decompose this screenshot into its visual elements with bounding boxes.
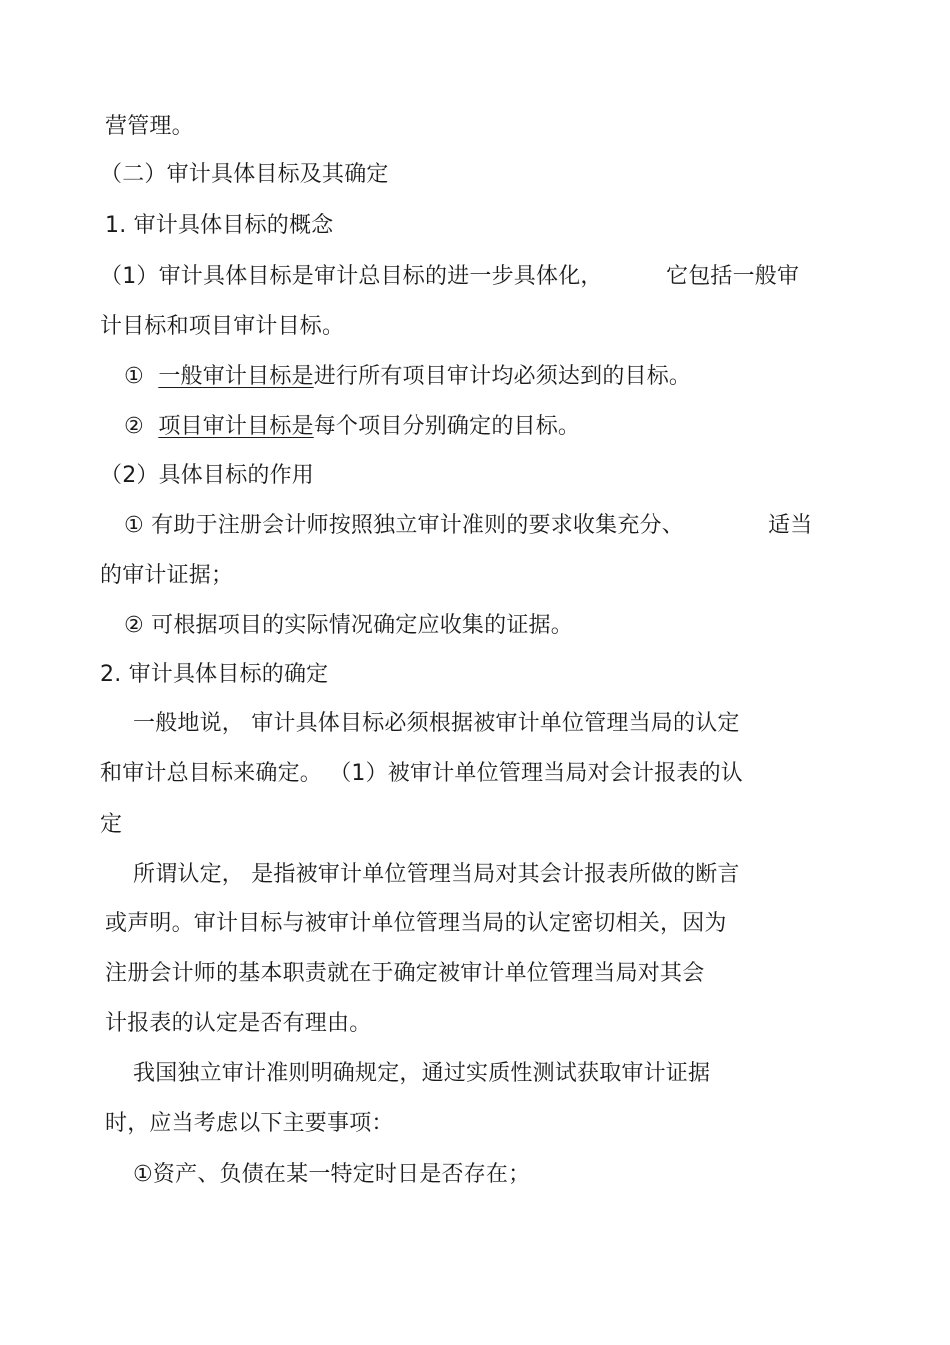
list-item: ① 有助于注册会计师按照独立审计准则的要求收集充分、 (124, 513, 684, 538)
list-item-text: 进行所有项目审计均必须达到的目标。 (313, 364, 692, 389)
text-line: 适当 (768, 513, 813, 538)
underlined-term: 一般审计目标是 (158, 364, 314, 389)
list-item (124, 413, 580, 441)
list-marker: ② (124, 414, 144, 439)
text-line: 注册会计师的基本职责就在于确定被审计单位管理当局对其会 (105, 961, 705, 986)
list-item-text: 每个项目分别确定的目标。 (313, 414, 581, 439)
underlined-term: 项目审计目标是 (158, 414, 314, 439)
text-line: 它包括一般审 (666, 264, 800, 289)
text-line: 计报表的认定是否有理由。 (105, 1011, 372, 1036)
text-line: 的审计证据； (100, 563, 234, 588)
text-line: 营管理。 (105, 114, 194, 139)
text-line: （2）具体目标的作用 (100, 463, 314, 488)
list-item (124, 363, 691, 391)
subsection-heading: 1. 审计具体目标的概念 (105, 213, 334, 238)
list-item: ② 可根据项目的实际情况确定应收集的证据。 (124, 613, 573, 638)
text-line: 定 (100, 812, 123, 837)
text-line: 时，应当考虑以下主要事项： (105, 1111, 394, 1136)
text-line: 所谓认定， 是指被审计单位管理当局对其会计报表所做的断言 (133, 862, 740, 887)
subsection-heading: 2. 审计具体目标的确定 (100, 662, 329, 687)
section-heading: （二）审计具体目标及其确定 (100, 162, 389, 187)
text-line: （1）审计具体目标是审计总目标的进一步具体化， (100, 264, 603, 289)
list-marker: ① (124, 364, 144, 389)
text-line: 或声明。审计目标与被审计单位管理当局的认定密切相关，因为 (105, 911, 727, 936)
list-item: ①资产、负债在某一特定时日是否存在； (133, 1162, 531, 1187)
text-line: 我国独立审计准则明确规定，通过实质性测试获取审计证据 (133, 1061, 711, 1086)
text-line: 和审计总目标来确定。 （1）被审计单位管理当局对会计报表的认 (100, 761, 743, 786)
text-line: 一般地说， 审计具体目标必须根据被审计单位管理当局的认定 (133, 711, 740, 736)
text-line: 计目标和项目审计目标。 (100, 314, 345, 339)
